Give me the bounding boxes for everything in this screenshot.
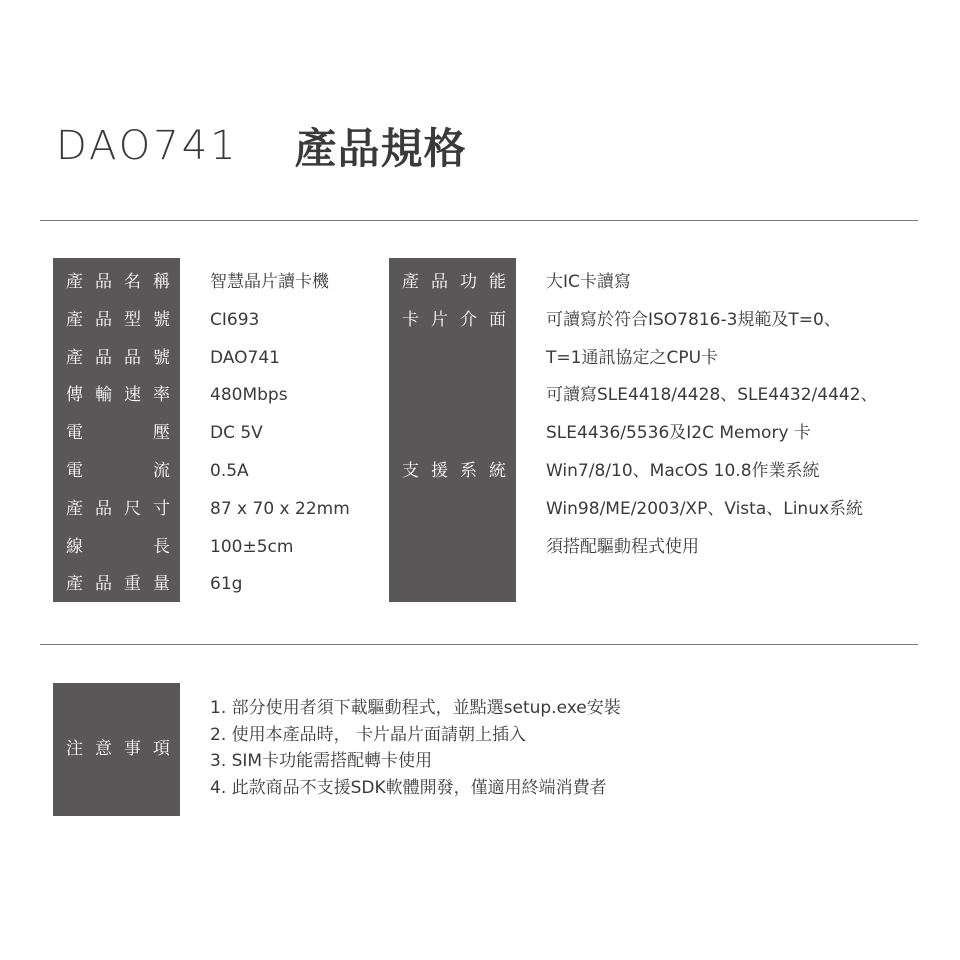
label-char: 流 xyxy=(153,461,170,481)
label-char: 長 xyxy=(153,536,170,557)
spec-value: Win7/8/10、MacOS 10.8作業系統 xyxy=(546,461,820,481)
spec-label xyxy=(53,378,180,413)
spec-value: 0.5A xyxy=(210,461,249,481)
spec-labels-left xyxy=(53,258,180,602)
label-char: 量 xyxy=(153,574,170,595)
spec-label xyxy=(389,454,516,489)
label-char: 品 xyxy=(431,272,448,292)
label-char: 支 xyxy=(402,461,419,481)
label-char: 傳 xyxy=(66,385,83,406)
spec-label xyxy=(53,454,180,489)
label-char: 產 xyxy=(66,309,83,330)
label-char: 輸 xyxy=(95,385,112,406)
label-char: 品 xyxy=(124,347,141,368)
label-char: 產 xyxy=(66,498,83,519)
spec-value: CI693 xyxy=(210,309,260,330)
label-char: 重 xyxy=(124,574,141,595)
note-item: 1. 部分使用者須下載驅動程式，並點選setup.exe安裝 xyxy=(210,698,621,718)
spec-label xyxy=(53,303,180,338)
model-number: DAO741 xyxy=(56,123,239,169)
label-char: 注 xyxy=(66,739,83,759)
label-char: 統 xyxy=(489,461,506,481)
spec-value: DAO741 xyxy=(210,347,280,368)
label-char: 意 xyxy=(95,739,112,759)
label-char: 介 xyxy=(460,309,477,330)
spec-label xyxy=(53,265,180,300)
label-char: 片 xyxy=(431,309,448,330)
label-char: 速 xyxy=(124,385,141,406)
spec-label xyxy=(53,492,180,527)
spec-label xyxy=(389,265,516,300)
note-item: 2. 使用本產品時， 卡片晶片面請朝上插入 xyxy=(210,724,527,745)
label-char: 品 xyxy=(95,272,112,292)
label-char: 卡 xyxy=(402,309,419,330)
spec-label xyxy=(53,530,180,565)
label-char: 電 xyxy=(66,423,83,444)
spec-label xyxy=(389,303,516,338)
spec-labels-right xyxy=(389,258,516,602)
label-char: 率 xyxy=(153,385,170,406)
notes-label-box xyxy=(53,683,180,816)
label-char: 援 xyxy=(431,461,448,481)
spec-value: 100±5cm xyxy=(210,536,294,557)
spec-value: DC 5V xyxy=(210,423,263,444)
spec-value: 480Mbps xyxy=(210,385,288,406)
page-title: 產品規格 xyxy=(294,124,467,173)
note-item: 3. SIM卡功能需搭配轉卡使用 xyxy=(210,751,433,771)
label-char: 產 xyxy=(66,347,83,368)
label-char: 產 xyxy=(66,272,83,292)
label-char: 品 xyxy=(95,498,112,519)
spec-value: 87 x 70 x 22mm xyxy=(210,498,350,519)
notes-label xyxy=(53,732,180,767)
note-item: 4. 此款商品不支援SDK軟體開發，僅適用終端消費者 xyxy=(210,777,607,798)
spec-value: 可讀寫SLE4418/4428、SLE4432/4442、 xyxy=(546,385,878,406)
spec-label xyxy=(53,567,180,602)
label-char: 稱 xyxy=(153,272,170,292)
divider-top xyxy=(40,220,918,221)
spec-value: 智慧晶片讀卡機 xyxy=(210,272,329,292)
label-char: 產 xyxy=(402,272,419,292)
spec-value: SLE4436/5536及I2C Memory 卡 xyxy=(546,423,811,444)
label-char: 號 xyxy=(153,347,170,368)
label-char: 型 xyxy=(124,309,141,330)
spec-label xyxy=(53,341,180,376)
spec-value: 61g xyxy=(210,574,243,595)
label-char: 寸 xyxy=(153,498,170,519)
label-char: 號 xyxy=(153,309,170,330)
label-char: 能 xyxy=(489,272,506,292)
spec-value: T=1通訊協定之CPU卡 xyxy=(546,347,719,368)
divider-bottom xyxy=(40,644,918,645)
label-char: 項 xyxy=(153,739,170,759)
spec-value: 須搭配驅動程式使用 xyxy=(546,536,699,557)
label-char: 面 xyxy=(489,309,506,330)
label-char: 品 xyxy=(95,574,112,595)
label-char: 名 xyxy=(124,272,141,292)
label-char: 線 xyxy=(66,536,83,557)
label-char: 電 xyxy=(66,461,83,481)
label-char: 尺 xyxy=(124,498,141,519)
spec-value: 大IC卡讀寫 xyxy=(546,272,631,292)
label-char: 功 xyxy=(460,272,477,292)
label-char: 品 xyxy=(95,309,112,330)
label-char: 品 xyxy=(95,347,112,368)
label-char: 系 xyxy=(460,461,477,481)
spec-value: Win98/ME/2003/XP、Vista、Linux系統 xyxy=(546,498,864,519)
spec-value: 可讀寫於符合ISO7816-3規範及T=0、 xyxy=(546,309,841,330)
label-char: 產 xyxy=(66,574,83,595)
page-header xyxy=(56,118,467,174)
label-char: 壓 xyxy=(153,423,170,444)
label-char: 事 xyxy=(124,739,141,759)
spec-label xyxy=(53,416,180,451)
